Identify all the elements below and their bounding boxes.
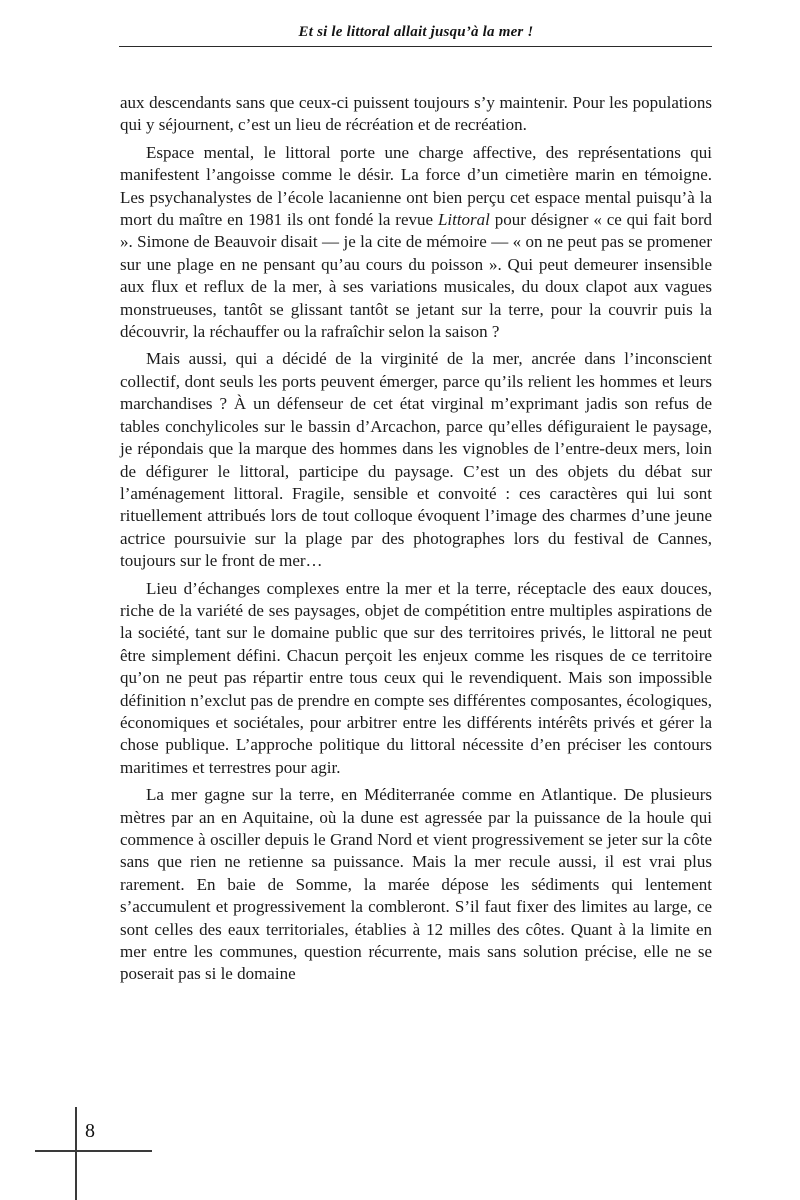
- crop-mark-horizontal: [35, 1150, 152, 1152]
- paragraph-2-italic-title: Littoral: [437, 210, 490, 230]
- page-body: [120, 92, 712, 991]
- paragraph-2-text-pre: Espace mental, le littoral porte une charge affective, des représentations qui manifestent l’angoisse comme le désir. La force d’un cimetière marin en témoigne. Les psychanalystes de l’école lacanienne ont bien perçu cet espace mental puisqu’à la mort du maître en 1981 ils ont fondé la revue: [120, 142, 712, 230]
- paragraph-5: La mer gagne sur la terre, en Méditerranée comme en Atlantique. De plusieurs mètres par an en Aquitaine, où la dune est agressée par la puissance de la houle qui commence à osciller depuis le Grand Nord et vient progressivement se jeter sur la côte sans que rien ne retienne sa puissance. Mais la mer recule aussi, il est vrai plus rarement. En baie de Somme, la marée dépose les sédiments qui lentement s’accumulent et progressivement la combleront. S’il faut fixer des limites au large, ce sont celles des eaux territoriales, établies à 12 milles des côtes. Quant à la limite en mer entre les communes, question récurrente, mais sans solution précise, elle ne se poserait pas si le domaine: [120, 785, 712, 984]
- paragraph-2-text-post: pour désigner « ce qui fait bord ». Simone de Beauvoir disait — je la cite de mémoire — « on ne peut pas se promener sur une plage en ne pensant qu’au cours du poisson ». Qui peut demeurer insensible aux flux et reflux de la mer, à ses variations musicales, du doux clapot aux vagues monstrueuses, tantôt se glissant tantôt se jetant sur la terre, pour la couvrir puis la découvrir, la réchauffer ou la rafraîchir selon la saison ?: [120, 210, 712, 342]
- paragraph-1: aux descendants sans que ceux-ci puissent toujours s’y maintenir. Pour les populations qui y séjournent, c’est un lieu de récréation et de recréation.: [120, 93, 712, 135]
- paragraph-2: [120, 142, 712, 344]
- page-number: 8: [85, 1120, 95, 1142]
- running-header: Et si le littoral allait jusqu’à la mer !: [298, 24, 534, 40]
- header-rule: [119, 46, 712, 47]
- paragraph-4: Lieu d’échanges complexes entre la mer et la terre, réceptacle des eaux douces, riche de la variété de ses paysages, objet de compétition entre multiples aspirations de la société, tant sur le domaine public que sur des territoires privés, le littoral ne peut être simplement défini. Chacun perçoit les enjeux comme les risques de ce territoire qu’on ne peut pas répartir entre tous ceux qui le revendiquent. Mais son impossible définition n’exclut pas de prendre en compte ses différentes composantes, écologiques, économiques et sociétales, pour arbitrer entre les différents intérêts privés et gérer la chose publique. L’approche politique du littoral nécessite d’en préciser les contours maritimes et terrestres pour agir.: [120, 578, 712, 777]
- crop-mark-vertical: [75, 1107, 77, 1200]
- paragraph-3: Mais aussi, qui a décidé de la virginité de la mer, ancrée dans l’inconscient collectif, dont seuls les ports peuvent émerger, parce qu’ils relient les hommes et leurs marchandises ? À un défenseur de cet état virginal m’exprimant jadis son refus de tables conchylicoles sur le bassin d’Arcachon, parce qu’elles défiguraient le paysage, je répondais que la marque des hommes dans les vignobles de l’entre-deux mers, loin de défigurer le littoral, participe du paysage. C’est un des objets du débat sur l’aménagement littoral. Fragile, sensible et convoité : ces caractères qui lui sont rituellement attribués lors de tout colloque évoquent l’image des charmes d’une jeune actrice poursuivie sur la plage par des photographes lors du festival de Cannes, toujours sur le front de mer…: [120, 349, 712, 571]
